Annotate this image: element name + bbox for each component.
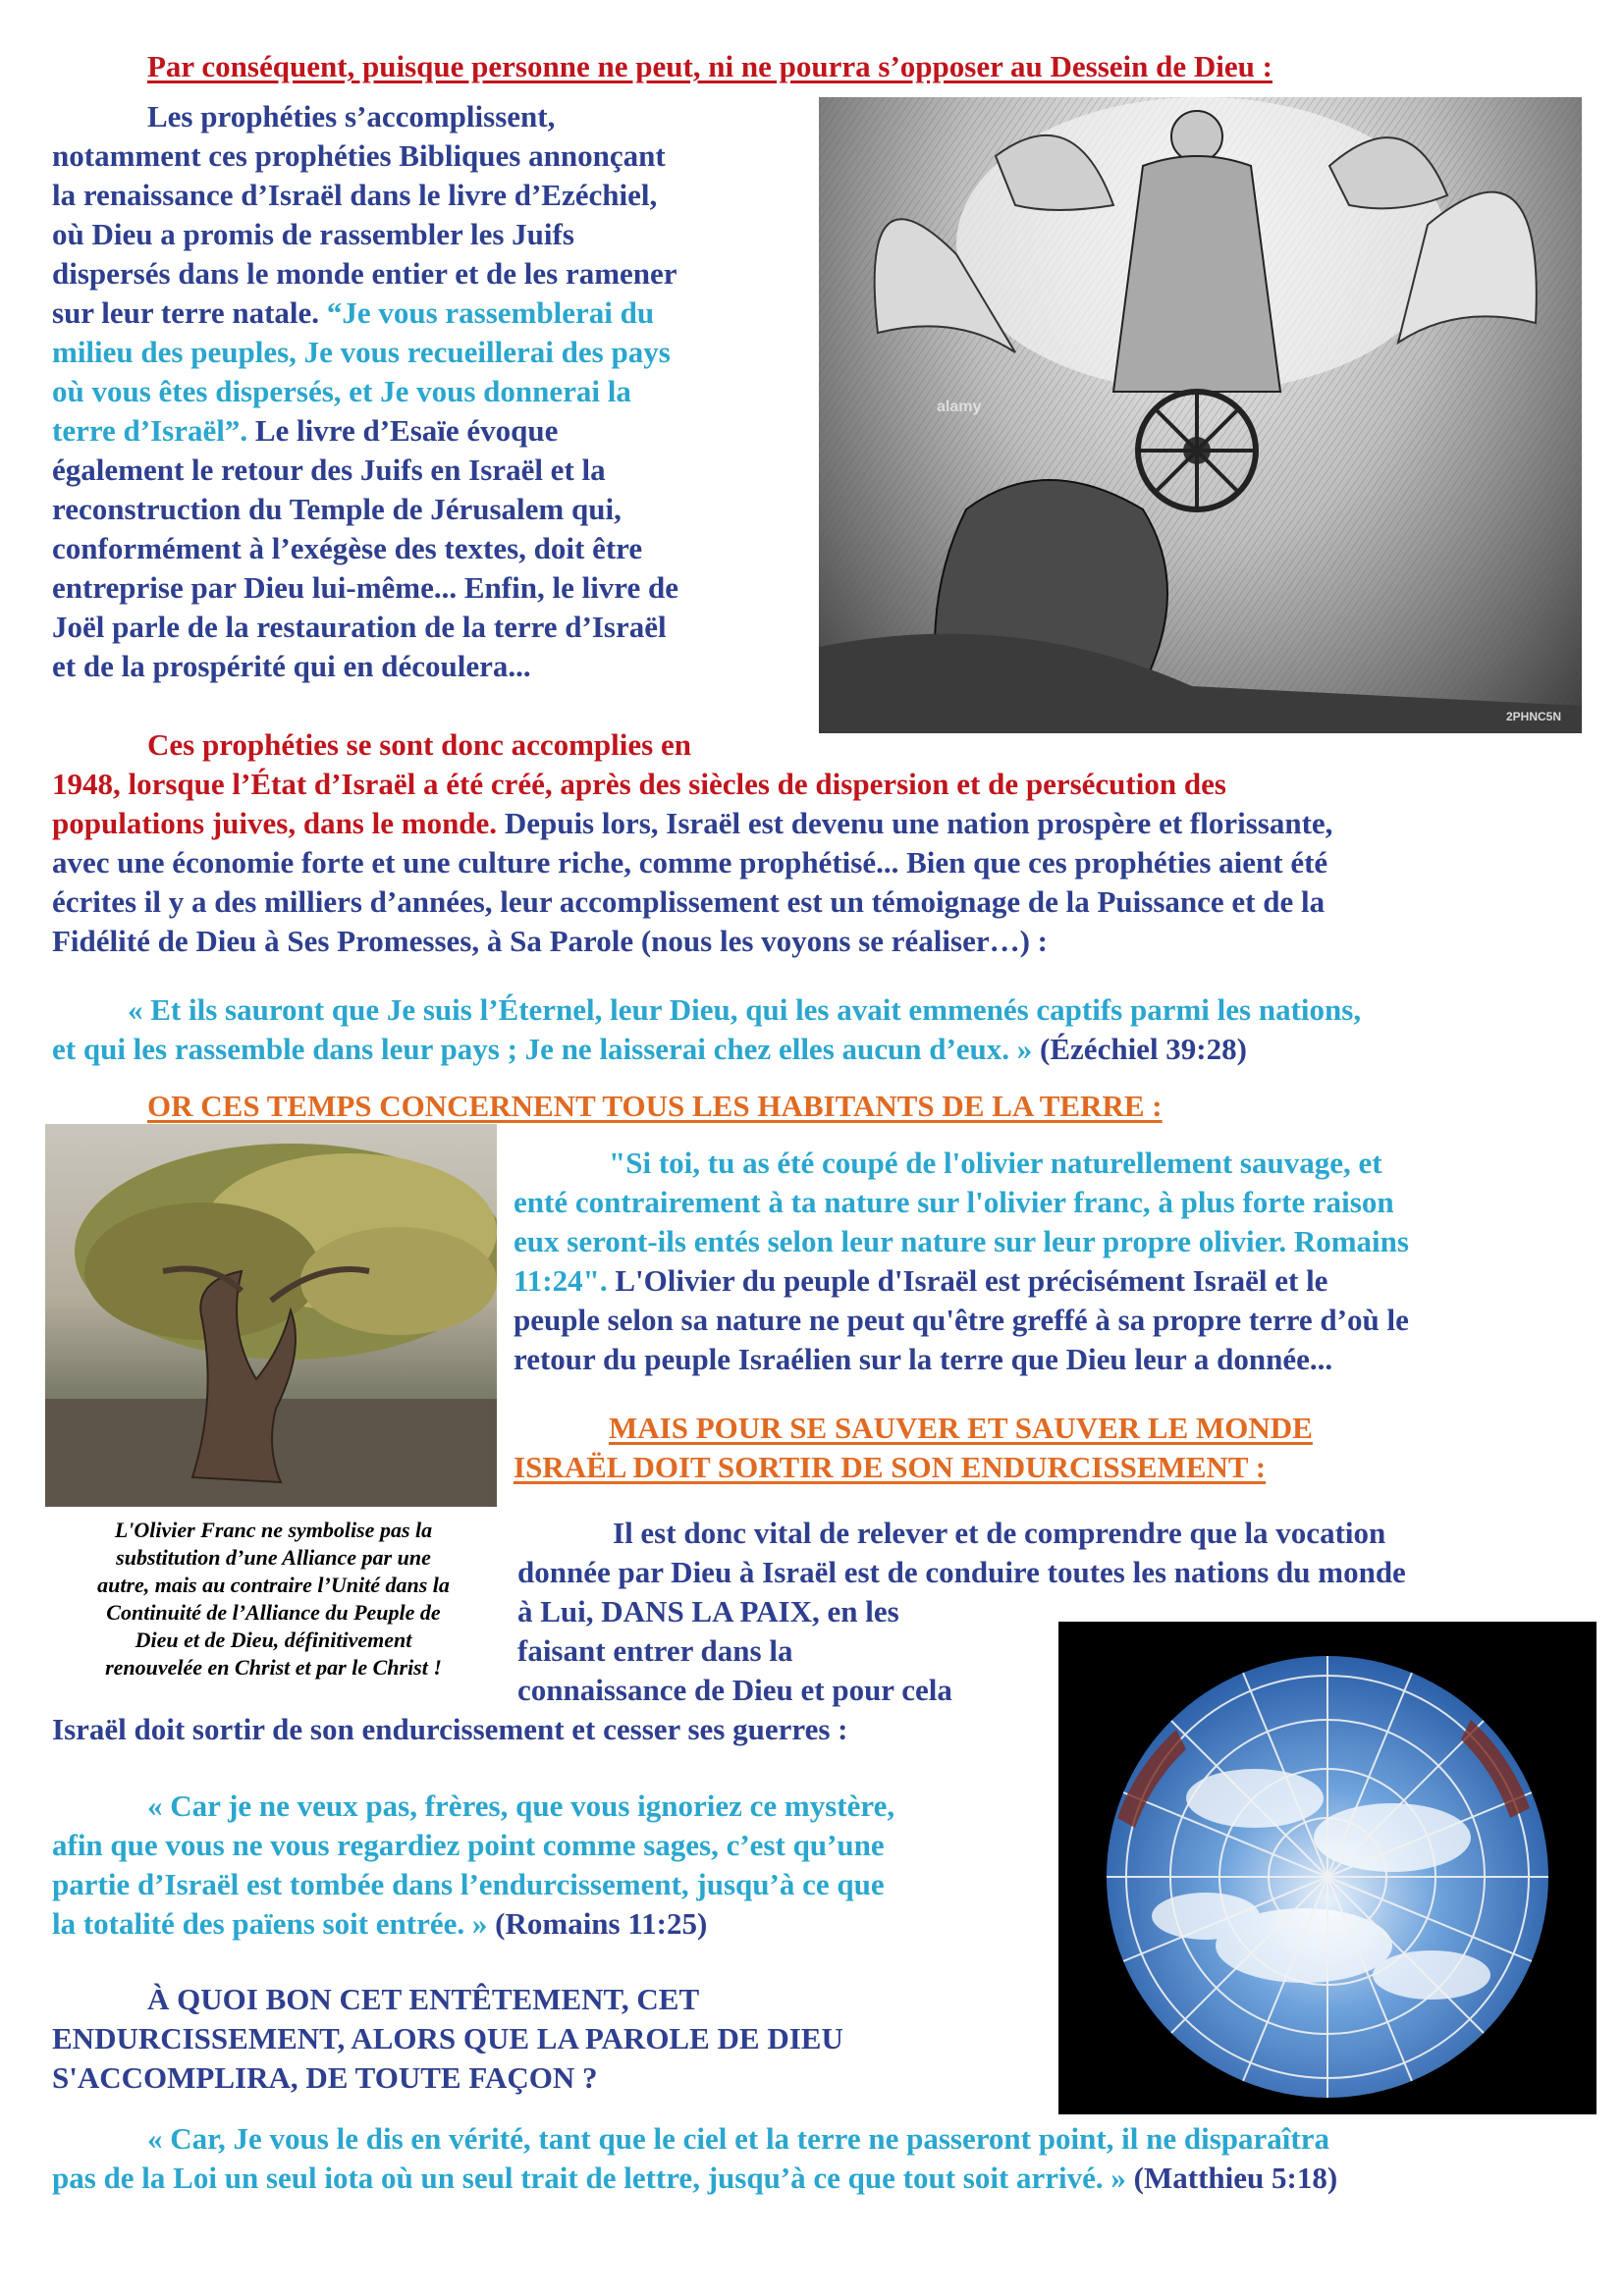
p1-line: Joël parle de la restauration de la terre d’Israël: [52, 610, 667, 644]
p3-line: enté contrairement à ta nature sur l'olivier franc, à plus forte raison: [514, 1185, 1394, 1219]
question-entetement: [52, 1980, 1054, 2098]
quote3-line: pas de la Loi un seul iota où un seul trait de lettre, jusqu’à ce que tout soit arrivé. » (Matthieu 5:18): [52, 2161, 1338, 2195]
p3-line: "Si toi, tu as été coupé de l'olivier naturellement sauvage, et: [609, 1146, 1382, 1180]
p4-line: Il est donc vital de relever et de comprendre que la vocation: [613, 1516, 1386, 1550]
heading-habitants: OR CES TEMPS CONCERNENT TOUS LES HABITANTS DE LA TERRE :: [147, 1089, 1163, 1123]
p4-last-line: Israël doit sortir de son endurcissement et cesser ses guerres :: [52, 1712, 848, 1746]
question-line: ENDURCISSEMENT, ALORS QUE LA PAROLE DE DIEU: [52, 2021, 843, 2056]
engraving-watermark: alamy: [937, 399, 982, 415]
heading3-line: MAIS POUR SE SAUVER ET SAUVER LE MONDE: [609, 1411, 1313, 1445]
dome-sky-image: [1058, 1622, 1597, 2114]
p1-line: également le retour des Juifs en Israël et la: [52, 453, 606, 487]
p4-line: faisant entrer dans la: [517, 1633, 793, 1668]
p1-line: où Dieu a promis de rassembler les Juifs: [52, 217, 574, 251]
p1-line: terre d’Israël”. Le livre d’Esaïe évoque: [52, 413, 559, 448]
heading-endurcissement: [514, 1409, 1313, 1487]
p1-quote-start: “Je vous rassemblerai du: [326, 295, 655, 330]
heading3-line: ISRAËL DOIT SORTIR DE SON ENDURCISSEMENT :: [514, 1450, 1267, 1484]
olive-tree-painting: [45, 1124, 497, 1507]
p2-line: écrites il y a des milliers d’années, leur accomplissement est un témoignage de la Puissance et de la: [52, 884, 1326, 919]
p2-line: Fidélité de Dieu à Ses Promesses, à Sa Parole (nous les voyons se réaliser…) :: [52, 924, 1048, 958]
quote2-reference: (Romains 11:25): [487, 1906, 708, 1941]
geodesic-dome-photo: [1058, 1622, 1597, 2114]
caption-line: Dieu et de Dieu, définitivement: [135, 1628, 412, 1652]
question-line: S'ACCOMPLIRA, DE TOUTE FAÇON ?: [52, 2060, 598, 2095]
question-line: À QUOI BON CET ENTÊTEMENT, CET: [147, 1982, 700, 2016]
p1-line: entreprise par Dieu lui-même... Enfin, le livre de: [52, 570, 679, 605]
p1-line: et de la prospérité qui en découlera...: [52, 649, 531, 683]
p2-line: 1948, lorsque l’État d’Israël a été créé, après des siècles de dispersion et de persécution des: [52, 767, 1226, 801]
p1-quote-line: où vous êtes dispersés, et Je vous donnerai la: [52, 374, 631, 408]
p1-line: dispersés dans le monde entier et de les ramener: [52, 256, 677, 291]
p1-line: reconstruction du Temple de Jérusalem qui,: [52, 492, 622, 526]
p3-line: eux seront-ils entés selon leur nature sur leur propre olivier. Romains: [514, 1224, 1409, 1258]
olive-tree-image: [45, 1124, 497, 1507]
quote-matthieu: [52, 2119, 1603, 2198]
p4-line: connaissance de Dieu et pour cela: [517, 1673, 952, 1707]
paragraph-olivier: [514, 1144, 1594, 1379]
p1-line: notamment ces prophéties Bibliques annonçant: [52, 138, 666, 173]
p2-line: avec une économie forte et une culture riche, comme prophétisé... Bien que ces prophéties aient été: [52, 845, 1328, 880]
p3-line: retour du peuple Israélien sur la terre que Dieu leur a donnée...: [514, 1342, 1333, 1376]
p1-line: conformément à l’exégèse des textes, doit être: [52, 531, 643, 565]
quote1-line: « Et ils sauront que Je suis l’Éternel, leur Dieu, qui les avait emmenés captifs parmi les nations,: [128, 992, 1362, 1027]
quote2-line: la totalité des païens soit entrée. » (Romains 11:25): [52, 1906, 708, 1941]
p1-line: sur leur terre natale. “Je vous rassemblerai du: [52, 295, 655, 330]
quote2-line: « Car je ne veux pas, frères, que vous ignoriez ce mystère,: [147, 1789, 895, 1823]
p1-line: Les prophéties s’accomplissent,: [147, 99, 556, 133]
caption-line: L'Olivier Franc ne symbolise pas la: [114, 1518, 433, 1542]
engraving-illustration: [819, 97, 1582, 733]
p4-line: à Lui, DANS LA PAIX, en les: [517, 1594, 899, 1629]
caption-line: renouvelée en Christ et par le Christ !: [105, 1655, 442, 1680]
quote3-reference: (Matthieu 5:18): [1125, 2161, 1338, 2195]
quote2-line: afin que vous ne vous regardiez point comme sages, c’est qu’une: [52, 1828, 885, 1862]
quote2-line: partie d’Israël est tombée dans l’endurcissement, jusqu’à ce que: [52, 1867, 885, 1901]
p1-quote-end: terre d’Israël”.: [52, 413, 248, 448]
heading-dessein: Par conséquent, puisque personne ne peut, ni ne pourra s’opposer au Dessein de Dieu :: [147, 49, 1272, 83]
caption-line: Continuité de l’Alliance du Peuple de: [106, 1600, 441, 1625]
paragraph-propheties: [52, 97, 808, 686]
p3-line: peuple selon sa nature ne peut qu'être greffé à sa propre terre d’où le: [514, 1303, 1409, 1337]
p1-quote-line: milieu des peuples, Je vous recueillerai des pays: [52, 335, 671, 369]
quote1-line: et qui les rassemble dans leur pays ; Je ne laisserai chez elles aucun d’eux. » (Ézéchiel 39:28): [52, 1032, 1247, 1066]
p2-line: populations juives, dans le monde. Depuis lors, Israël est devenu une nation prospère et florissante,: [52, 806, 1333, 840]
p3-line: 11:24". L'Olivier du peuple d'Israël est précisément Israël et le: [514, 1263, 1328, 1298]
p4-line: donnée par Dieu à Israël est de conduire toutes les nations du monde: [517, 1555, 1406, 1589]
quote1-reference: (Ézéchiel 39:28): [1032, 1032, 1247, 1066]
olive-tree-caption: [45, 1517, 502, 1682]
caption-line: autre, mais au contraire l’Unité dans la: [97, 1573, 450, 1597]
quote-romains: [52, 1787, 1054, 1944]
engraving-image-id: 2PHNC5N: [1506, 710, 1562, 723]
engraving-image: [819, 97, 1582, 733]
p1-line: la renaissance d’Israël dans le livre d’Ezéchiel,: [52, 178, 658, 212]
quote3-line: « Car, Je vous le dis en vérité, tant que le ciel et la terre ne passeront point, il ne disparaîtra: [147, 2121, 1330, 2156]
p2-line: Ces prophéties se sont donc accomplies en: [147, 727, 691, 762]
quote-ezechiel: [52, 990, 1603, 1069]
paragraph-1948: [52, 725, 1594, 961]
caption-line: substitution d’une Alliance par une: [116, 1545, 431, 1570]
